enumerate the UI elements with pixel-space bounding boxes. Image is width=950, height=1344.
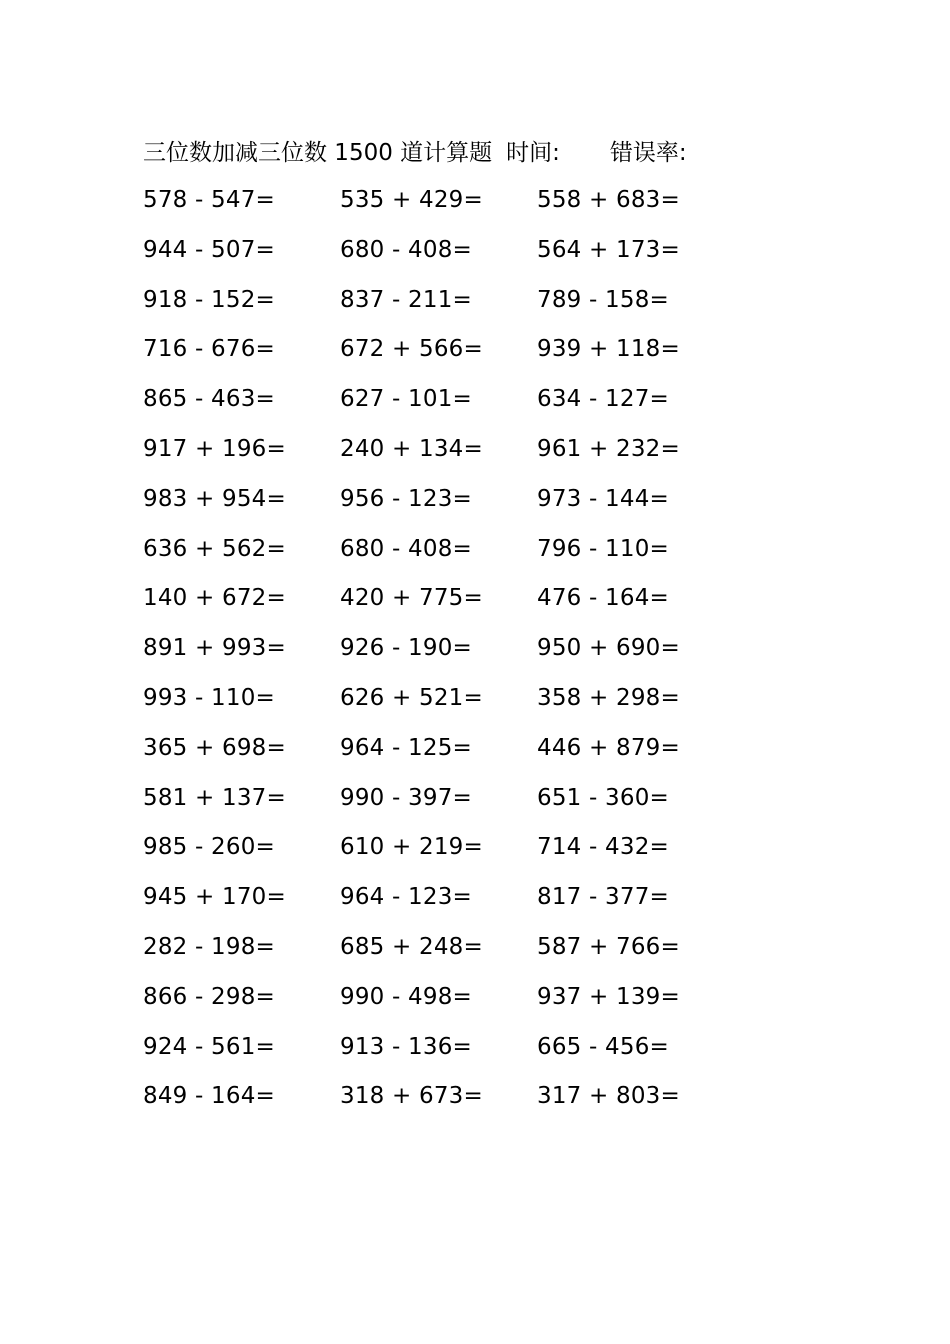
math-problem: 865 - 463= [143, 386, 275, 413]
math-problem: 672 + 566= [340, 336, 483, 363]
math-problem: 680 - 408= [340, 236, 472, 263]
math-problem: 993 - 110= [143, 684, 275, 711]
math-problem: 581 + 137= [143, 784, 286, 811]
math-problem: 446 + 879= [537, 734, 680, 761]
math-problem: 535 + 429= [340, 187, 483, 213]
math-problem: 950 + 690= [537, 635, 680, 662]
math-problem: 420 + 775= [340, 585, 483, 612]
math-problem: 961 + 232= [537, 435, 680, 462]
math-problem: 956 - 123= [340, 485, 472, 512]
math-problem: 626 + 521= [340, 684, 483, 711]
math-problem: 558 + 683= [537, 187, 680, 213]
math-problem: 913 - 136= [340, 1033, 472, 1060]
math-problem: 983 + 954= [143, 485, 286, 512]
math-problem: 651 - 360= [537, 784, 669, 811]
math-problem: 944 - 507= [143, 236, 275, 263]
math-problem: 634 - 127= [537, 386, 669, 413]
math-problem: 917 + 196= [143, 435, 286, 462]
math-problem: 891 + 993= [143, 635, 286, 662]
math-problem: 716 - 676= [143, 336, 275, 363]
problem-grid [143, 178, 734, 1124]
math-problem: 817 - 377= [537, 884, 669, 911]
math-problem: 685 + 248= [340, 933, 483, 960]
math-problem: 796 - 110= [537, 535, 669, 562]
math-problem: 240 + 134= [340, 435, 483, 462]
math-problem: 990 - 397= [340, 784, 472, 811]
math-problem: 964 - 123= [340, 884, 472, 911]
math-problem: 318 + 673= [340, 1083, 483, 1110]
math-problem: 990 - 498= [340, 983, 472, 1010]
math-problem: 973 - 144= [537, 485, 669, 512]
math-problem: 849 - 164= [143, 1083, 275, 1110]
math-problem: 985 - 260= [143, 834, 275, 861]
math-problem: 680 - 408= [340, 535, 472, 562]
math-problem: 665 - 456= [537, 1033, 669, 1060]
time-label: 时间: [506, 139, 560, 166]
math-problem: 610 + 219= [340, 834, 483, 861]
math-problem: 837 - 211= [340, 286, 472, 313]
math-problem: 714 - 432= [537, 834, 669, 861]
math-problem: 358 + 298= [537, 684, 680, 711]
math-problem: 140 + 672= [143, 585, 286, 612]
error-rate-label: 错误率: [609, 139, 687, 166]
math-problem: 636 + 562= [143, 535, 286, 562]
math-problem: 945 + 170= [143, 884, 286, 911]
math-problem: 564 + 173= [537, 236, 680, 263]
math-problem: 627 - 101= [340, 386, 472, 413]
math-problem: 937 + 139= [537, 983, 680, 1010]
math-problem: 789 - 158= [537, 286, 669, 313]
math-problem: 317 + 803= [537, 1083, 680, 1110]
worksheet-title: 三位数加减三位数 1500 道计算题 [143, 139, 493, 166]
math-problem: 924 - 561= [143, 1033, 275, 1060]
math-problem: 918 - 152= [143, 286, 275, 313]
math-problem: 282 - 198= [143, 933, 275, 960]
math-problem: 476 - 164= [537, 585, 669, 612]
math-problem: 939 + 118= [537, 336, 680, 363]
math-problem: 964 - 125= [340, 734, 472, 761]
math-problem: 587 + 766= [537, 933, 680, 960]
math-problem: 365 + 698= [143, 734, 286, 761]
math-problem: 926 - 190= [340, 635, 472, 662]
math-problem: 578 - 547= [143, 187, 275, 213]
worksheet-header [143, 132, 687, 168]
math-problem: 866 - 298= [143, 983, 275, 1010]
